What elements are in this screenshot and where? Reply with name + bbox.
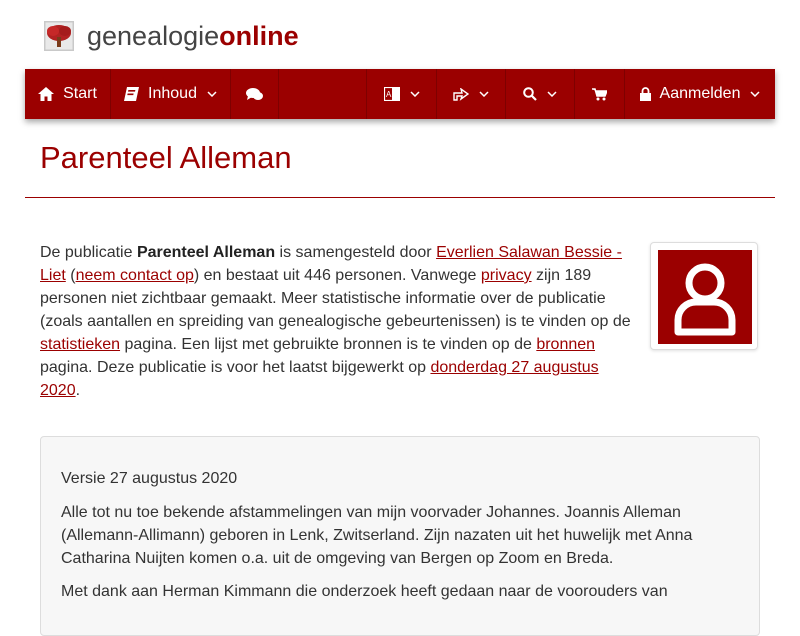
chevron-down-icon: [750, 91, 760, 97]
user-icon: [658, 250, 752, 344]
tree-icon[interactable]: [44, 21, 74, 51]
publication-intro: De publicatie Parenteel Alleman is samengesteld door Everlien Salawan Bessie - Liet (neem contact op) en bestaat uit 446 personen. Vanwege privacy zijn 189 personen niet zichtbaar gemaakt. Meer statistische informatie over de publicatie (zoals aantallen en spreiding van genealogische gebeurtenissen) is te vinden op de statistieken pagina. Een lijst met gebruikte bronnen is te vinden op de bronnen pagina. Deze publicatie is voor het laatst bijgewerkt op donderdag 27 augustus 2020.: [40, 244, 631, 399]
lock-icon: [640, 87, 651, 101]
nav-share[interactable]: [437, 69, 506, 119]
avatar-background: [658, 250, 752, 344]
updated-date-link[interactable]: donderdag 27 augustus 2020: [40, 359, 599, 399]
thanks-text: Met dank aan Herman Kimmann die onderzoek heeft gedaan naar de voorouders van: [61, 583, 668, 600]
book-icon: [124, 87, 139, 101]
version-text: Versie 27 augustus 2020: [61, 470, 238, 487]
nav-start[interactable]: [25, 69, 111, 119]
author-avatar[interactable]: [650, 242, 758, 350]
nav-forum[interactable]: [231, 69, 279, 119]
nav-cart[interactable]: [575, 69, 625, 119]
nav-language[interactable]: [367, 69, 437, 119]
nav-inhoud[interactable]: [111, 69, 231, 119]
publication-name: Parenteel Alleman: [136, 244, 276, 261]
author-link[interactable]: Everlien Salawan Bessie - Liet: [40, 244, 622, 284]
nav-login[interactable]: [625, 69, 775, 119]
statistics-link[interactable]: statistieken: [40, 336, 121, 353]
cart-icon: [592, 88, 607, 101]
nav-spacer: [279, 69, 367, 119]
language-icon: [384, 87, 400, 101]
chevron-down-icon: [207, 91, 217, 97]
privacy-link[interactable]: privacy: [480, 267, 532, 284]
chevron-down-icon: [410, 91, 420, 97]
contact-link[interactable]: neem contact op: [75, 267, 194, 284]
title-divider: [25, 197, 775, 198]
main-navbar: [25, 69, 775, 119]
chevron-down-icon: [479, 91, 489, 97]
comments-icon: [246, 88, 263, 101]
svg-text:A: A: [385, 90, 391, 99]
page-title: Parenteel Alleman: [40, 140, 292, 175]
chevron-down-icon: [547, 91, 557, 97]
description-text: Alle tot nu toe bekende afstammelingen van mijn voorvader Johannes. Joannis Alleman (Allemann-Allimann) geboren in Lenk, Zwitserland. Zijn nazaten uit het huwelijk met Anna Catharina Nuijten komen o.a. uit de omgeving van Bergen op Zoom en Breda.: [61, 504, 693, 567]
home-icon: [38, 87, 54, 101]
nav-inhoud-label: Inhoud: [148, 85, 197, 102]
nav-start-label: Start: [63, 85, 97, 102]
search-icon: [523, 87, 537, 101]
sources-link[interactable]: bronnen: [536, 336, 596, 353]
share-icon: [453, 88, 469, 101]
site-logo[interactable]: genealogieonline: [87, 20, 299, 51]
publication-description-card: [40, 436, 760, 636]
site-header: [44, 16, 299, 56]
nav-search[interactable]: [506, 69, 575, 119]
nav-login-label: Aanmelden: [659, 85, 741, 102]
